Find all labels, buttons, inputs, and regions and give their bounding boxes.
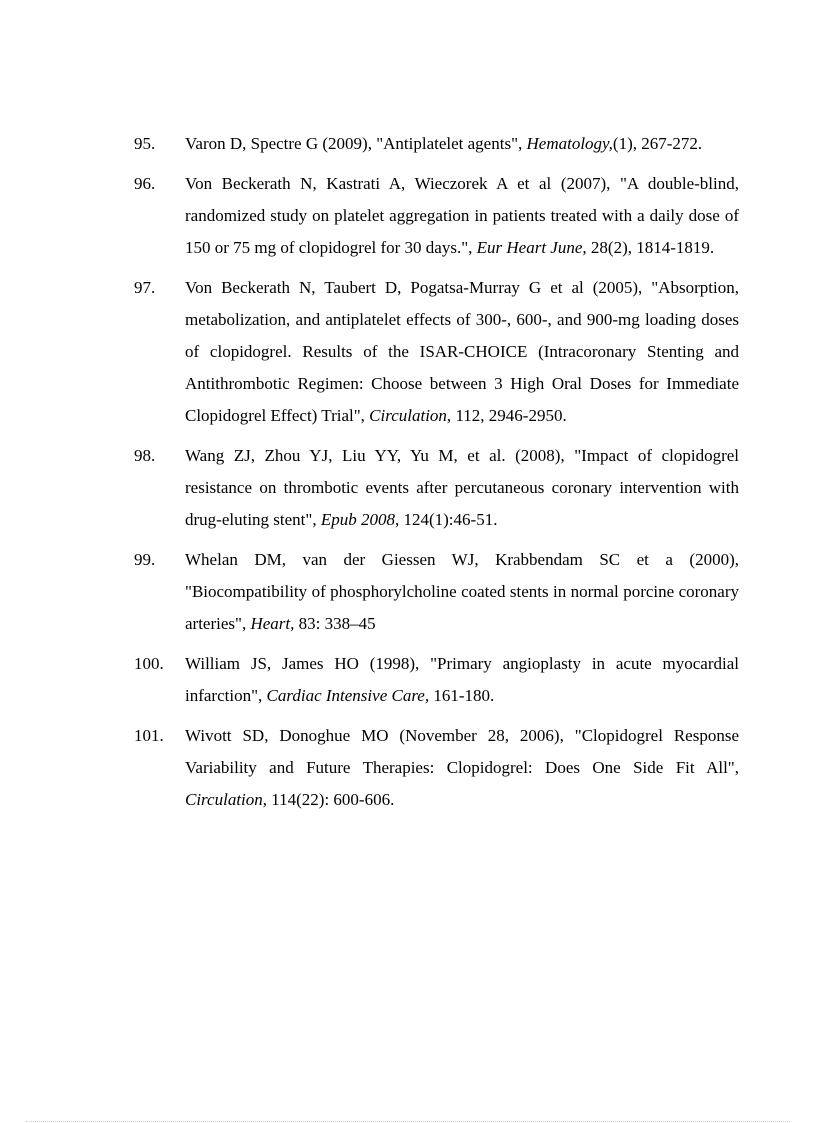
journal-name: Epub 2008, bbox=[320, 510, 400, 529]
reference-number: 101. bbox=[134, 726, 164, 745]
reference-tail: 28(2), 1814-1819. bbox=[586, 238, 715, 257]
reference-body: William JS, James HO (1998), "Primary angioplasty in acute myocardial infarction", bbox=[185, 654, 739, 705]
reference-body: Von Beckerath N, Taubert D, Pogatsa-Murray G et al (2005), "Absorption, metabolization, and antiplatelet effects of 300-, 600-, and 900-mg loading doses of clopidogrel. Results of the ISAR-CHOICE (Intracoronary Stenting and Antithrombotic Regimen: Choose between 3 High Oral Doses for Immediate Clopidogrel Effect) Trial", bbox=[185, 278, 739, 425]
reference-item bbox=[134, 440, 739, 536]
reference-text bbox=[185, 272, 739, 432]
reference-number: 95. bbox=[134, 134, 156, 153]
journal-name: Cardiac Intensive Care, bbox=[266, 686, 430, 705]
reference-tail: 114(22): 600-606. bbox=[267, 790, 395, 809]
reference-body: Von Beckerath N, Kastrati A, Wieczorek A et al (2007), "A double-blind, randomized study on platelet aggregation in patients treated with a daily dose of 150 or 75 mg of clopidogrel for 30 days.", bbox=[185, 174, 739, 257]
journal-name: Hematology, bbox=[526, 134, 613, 153]
reference-number: 99. bbox=[134, 550, 156, 569]
journal-name: Heart, bbox=[250, 614, 295, 633]
reference-number: 97. bbox=[134, 278, 156, 297]
reference-item bbox=[134, 648, 739, 712]
reference-text bbox=[185, 440, 739, 536]
reference-number: 98. bbox=[134, 446, 156, 465]
reference-list bbox=[134, 128, 739, 824]
reference-body: Wivott SD, Donoghue MO (November 28, 2006), "Clopidogrel Response Variability and Future Therapies: Clopidogrel: Does One Side Fit All", bbox=[185, 726, 739, 777]
reference-item bbox=[134, 168, 739, 264]
reference-item bbox=[134, 128, 739, 160]
page-bottom-border bbox=[26, 1121, 790, 1122]
reference-number: 96. bbox=[134, 174, 156, 193]
reference-body: Varon D, Spectre G (2009), "Antiplatelet agents", bbox=[185, 134, 527, 153]
reference-tail: 83: 338–45 bbox=[294, 614, 376, 633]
reference-tail: 124(1):46-51. bbox=[399, 510, 498, 529]
reference-item bbox=[134, 544, 739, 640]
journal-name: Circulation, bbox=[185, 790, 268, 809]
journal-name: Circulation, bbox=[369, 406, 452, 425]
reference-tail: (1), 267-272. bbox=[612, 134, 703, 153]
reference-text bbox=[185, 168, 739, 264]
reference-tail: 161-180. bbox=[429, 686, 495, 705]
reference-item bbox=[134, 720, 739, 816]
journal-name: Eur Heart June, bbox=[476, 238, 587, 257]
reference-body: Whelan DM, van der Giessen WJ, Krabbendam SC et a (2000), "Biocompatibility of phosphorylcholine coated stents in normal porcine coronary arteries", bbox=[185, 550, 739, 633]
reference-text bbox=[185, 648, 739, 712]
reference-tail: 112, 2946-2950. bbox=[451, 406, 567, 425]
reference-item bbox=[134, 272, 739, 432]
reference-body: Wang ZJ, Zhou YJ, Liu YY, Yu M, et al. (2008), "Impact of clopidogrel resistance on thrombotic events after percutaneous coronary intervention with drug-eluting stent", bbox=[185, 446, 739, 529]
reference-number: 100. bbox=[134, 654, 164, 673]
reference-text bbox=[185, 720, 739, 816]
reference-text bbox=[185, 544, 739, 640]
reference-text bbox=[185, 128, 739, 160]
